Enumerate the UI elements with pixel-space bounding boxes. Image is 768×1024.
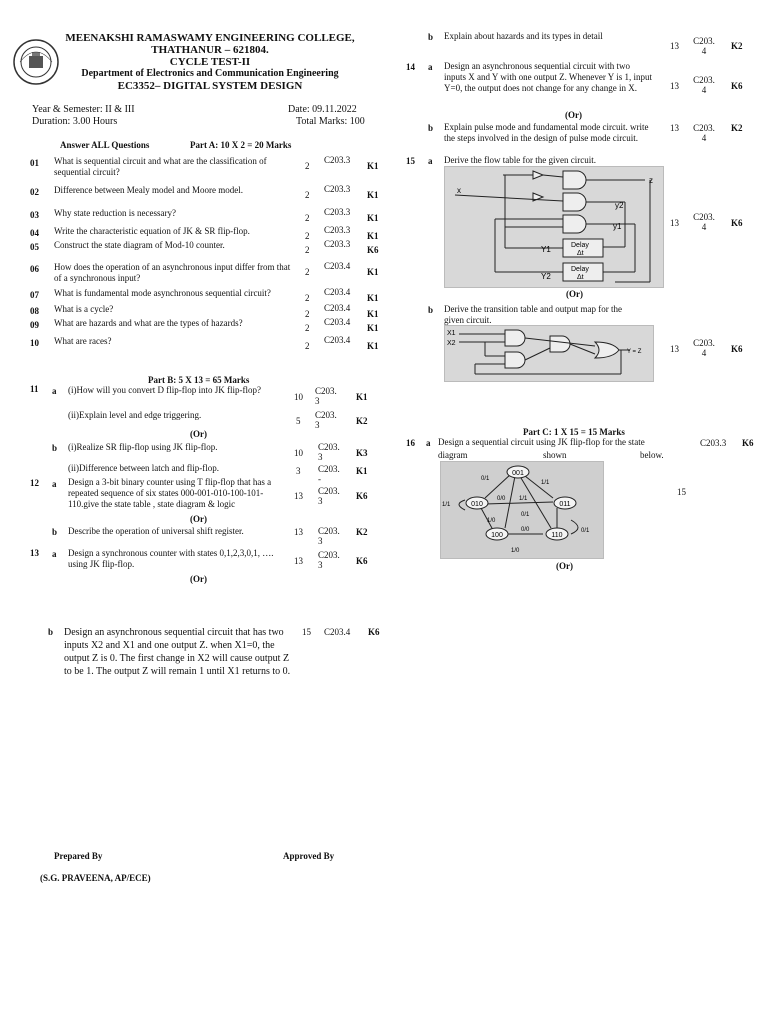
knowledge-level: K6 [368, 627, 380, 637]
course-outcome: C203.4 [324, 627, 351, 637]
part-a-instruction: Answer ALL Questions [60, 140, 150, 150]
college-logo [12, 38, 60, 86]
transition-label: 0/0 [521, 527, 530, 533]
year-semester: Year & Semester: II & III [32, 104, 135, 115]
question-text: What is sequential circuit and what are the classification of sequential circuit? [54, 156, 267, 177]
part-b-title: Part B: 5 X 13 = 65 Marks [148, 375, 250, 385]
marks: 13 [670, 218, 679, 228]
course-outcome: C203.4 [324, 335, 351, 345]
marks: 2 [305, 293, 310, 303]
question-text: Design a 3-bit binary counter using T flip-flop that has a repeated sequence of six states 000-001-010-100-101-110.give the state table , state diagram & logic [68, 477, 272, 509]
question-text: What is fundamental mode asynchronous sequential circuit? [54, 288, 271, 298]
knowledge-level: K1 [367, 323, 379, 333]
fig-label: Y = Z [627, 349, 642, 355]
course-outcome: C203.3 [324, 225, 351, 235]
question-text: What are hazards and what are the types of hazards? [54, 318, 243, 328]
course-title: EC3352– DIGITAL SYSTEM DESIGN [117, 80, 303, 92]
marks: 2 [305, 213, 310, 223]
question-number: 02 [30, 187, 39, 197]
course-outcome: C203.3 [324, 239, 351, 249]
course-outcome: C203. 4 [693, 75, 715, 95]
marks: 2 [305, 341, 310, 351]
approved-by: Approved By [283, 851, 335, 861]
knowledge-level: K6 [731, 344, 743, 354]
transition-label: 0/1 [481, 476, 490, 482]
knowledge-level: K1 [367, 341, 379, 351]
course-outcome: C203. 4 [693, 36, 715, 56]
question-number: 06 [30, 264, 39, 274]
question-text: Construct the state diagram of Mod-10 counter. [54, 240, 225, 250]
knowledge-level: K1 [367, 161, 379, 171]
knowledge-level: K1 [367, 267, 379, 277]
course-outcome: C203.4 [324, 287, 351, 297]
course-outcome: C203.3 [700, 438, 727, 448]
preparer-name: (S.G. PRAVEENA, AP/ECE) [40, 873, 151, 883]
question-number: 08 [30, 306, 39, 316]
or-separator: (Or) [565, 110, 582, 120]
course-outcome: C203. 3 [315, 386, 337, 406]
question-text: Difference between Mealy model and Moore model. [54, 185, 244, 195]
question-number: 01 [30, 158, 39, 168]
course-outcome: C203.3 [324, 207, 351, 217]
question-text: (ii)Explain level and edge triggering. [68, 410, 202, 420]
sub-label: a [426, 438, 431, 448]
sub-label: b [428, 32, 434, 42]
question-text-diagram: diagram [438, 450, 468, 460]
transition-label: 1/1 [442, 502, 451, 508]
state-100: 100 [491, 532, 503, 539]
college-name: MEENAKSHI RAMASWAMY ENGINEERING COLLEGE, [65, 32, 355, 44]
course-outcome: C203.4 [324, 261, 351, 271]
or-separator: (Or) [556, 561, 573, 571]
course-outcome: C203. 3 [318, 526, 340, 546]
knowledge-level: K6 [356, 556, 368, 566]
or-separator: (Or) [190, 514, 207, 524]
knowledge-level: K1 [367, 213, 379, 223]
part-a-title: Part A: 10 X 2 = 20 Marks [190, 140, 292, 150]
marks: 2 [305, 161, 310, 171]
prepared-by: Prepared By [54, 851, 103, 861]
state-010: 010 [471, 501, 483, 508]
course-outcome: C203. 3 [318, 486, 340, 506]
fig-label: z [649, 176, 653, 185]
sub-label: a [52, 549, 57, 559]
duration: Duration: 3.00 Hours [32, 116, 118, 127]
or-separator: (Or) [190, 574, 207, 584]
marks: 2 [305, 309, 310, 319]
knowledge-level: K1 [367, 293, 379, 303]
question-number: 03 [30, 210, 39, 220]
state-110: 110 [551, 532, 563, 539]
transition-label: 1/1 [541, 480, 550, 486]
knowledge-level: K6 [356, 491, 368, 501]
fig-label: Δt [577, 274, 584, 281]
sub-label: b [428, 123, 434, 133]
transition-label: 1/0 [511, 548, 520, 554]
exam-date: Date: 09.11.2022 [288, 104, 357, 115]
question-number: 05 [30, 242, 39, 252]
knowledge-level: K3 [356, 448, 368, 458]
knowledge-level: K2 [356, 527, 368, 537]
or-separator: (Or) [190, 429, 207, 439]
part-c-title: Part C: 1 X 15 = 15 Marks [523, 427, 625, 437]
transition-label: 1/0 [487, 518, 496, 524]
fig-label: y1 [613, 222, 622, 231]
fig-label: y2 [615, 201, 624, 210]
knowledge-level: K1 [356, 466, 368, 476]
knowledge-level: K1 [367, 190, 379, 200]
question-text: (i)How will you convert D flip-flop into JK flip-flop? [68, 385, 261, 395]
fig-label: x [457, 186, 461, 195]
knowledge-level: K6 [731, 81, 743, 91]
course-outcome: C203. 3 [318, 442, 340, 462]
question-text: How does the operation of an asynchronous input differ from that of a synchronous input? [54, 262, 291, 283]
marks: 3 [296, 466, 301, 476]
fig-label: X1 [447, 330, 456, 337]
marks: 13 [294, 527, 303, 537]
transition-circuit-figure [444, 325, 654, 382]
marks: 15 [302, 627, 311, 637]
marks: 2 [305, 231, 310, 241]
question-text: Design a synchronous counter with states 0,1,2,3,0,1, …. using JK flip-flop. [68, 548, 274, 569]
question-number-15: 15 [406, 156, 415, 166]
transition-label: 0/1 [581, 528, 590, 534]
marks: 10 [294, 448, 303, 458]
question-text: (i)Realize SR flip-flop using JK flip-flop. [68, 442, 218, 452]
sub-label: a [52, 386, 57, 396]
knowledge-level: K6 [731, 218, 743, 228]
state-001: 001 [512, 470, 524, 477]
question-text: Design a sequential circuit using JK flip-flop for the state [438, 437, 645, 447]
course-outcome: C203. 3 [318, 550, 340, 570]
question-number-13: 13 [30, 548, 39, 558]
transition-label: 0/1 [521, 512, 530, 518]
knowledge-level: K1 [367, 309, 379, 319]
sub-label: b [428, 305, 434, 315]
question-text: Write the characteristic equation of JK & SR flip-flop. [54, 226, 250, 236]
course-outcome: C203.4 [324, 317, 351, 327]
course-outcome: C203. 4 [693, 123, 715, 143]
question-number-14: 14 [406, 62, 415, 72]
state-diagram-figure [440, 461, 604, 559]
flow-table-circuit-figure [444, 166, 664, 288]
sub-label: b [52, 443, 58, 453]
question-text: Explain pulse mode and fundamental mode circuit. write the steps involved in the design of pulse mode circuit. [444, 122, 649, 143]
knowledge-level: K6 [367, 245, 379, 255]
or-separator: (Or) [566, 289, 583, 299]
fig-label: Y2 [541, 272, 551, 281]
question-text: Derive the flow table for the given circuit. [444, 155, 596, 165]
sub-label: a [428, 62, 433, 72]
transition-label: 1/1 [519, 496, 528, 502]
question-text: What are races? [54, 336, 112, 346]
question-text: Design an asynchronous sequential circuit with two inputs X and Y with one output Z. Whenever Y is 1, input Y=0, the output does not change for any change in X. [444, 61, 652, 93]
question-number-12: 12 [30, 478, 39, 488]
question-text: (ii)Difference between latch and flip-flop. [68, 463, 220, 473]
marks: 13 [670, 123, 679, 133]
question-number: 09 [30, 320, 39, 330]
question-text: Explain about hazards and its types in detail [444, 31, 603, 41]
marks: 15 [677, 487, 686, 497]
state-011: 011 [559, 501, 571, 508]
knowledge-level: K1 [356, 392, 368, 402]
question-text: Derive the transition table and output map for the given circuit. [444, 304, 622, 325]
knowledge-level: K2 [731, 123, 743, 133]
question-text: Describe the operation of universal shift register. [68, 526, 244, 536]
fig-label: Y1 [541, 245, 551, 254]
marks: 13 [294, 556, 303, 566]
course-outcome: C203. - [318, 464, 340, 484]
sub-label: b [48, 627, 54, 637]
fig-label: X2 [447, 340, 456, 347]
marks: 13 [670, 81, 679, 91]
question-text: Design an asynchronous sequential circuit that has two inputs X2 and X1 and one output Z. when X1=0, the output Z is 0. The first change in X2 will cause output Z to be 1. The output Z will remain 1 until X1 returns to 0. [64, 627, 291, 677]
question-number: 10 [30, 338, 39, 348]
marks: 13 [294, 491, 303, 501]
question-number: 04 [30, 228, 39, 238]
question-text: Why state reduction is necessary? [54, 208, 176, 218]
question-number-11: 11 [30, 384, 39, 394]
marks: 5 [296, 416, 301, 426]
course-outcome: C203. 4 [693, 212, 715, 232]
knowledge-level: K2 [731, 41, 743, 51]
course-outcome: C203. 3 [315, 410, 337, 430]
marks: 2 [305, 245, 310, 255]
course-outcome: C203. 4 [693, 338, 715, 358]
sub-label: a [428, 156, 433, 166]
knowledge-level: K6 [742, 438, 754, 448]
college-place: THATHANUR – 621804. [151, 44, 269, 56]
test-name: CYCLE TEST-II [169, 56, 251, 68]
marks: 13 [670, 344, 679, 354]
course-outcome: C203.3 [324, 184, 351, 194]
question-text-below: below. [640, 450, 664, 460]
department-name: Department of Electronics and Communication Engineering [81, 68, 339, 79]
fig-label: Delay [571, 266, 589, 273]
course-outcome: C203.4 [324, 303, 351, 313]
question-text: What is a cycle? [54, 304, 114, 314]
knowledge-level: K2 [356, 416, 368, 426]
marks: 2 [305, 267, 310, 277]
marks: 2 [305, 190, 310, 200]
question-number: 07 [30, 290, 39, 300]
question-text-shown: shown [543, 450, 567, 460]
marks: 2 [305, 323, 310, 333]
fig-label: Delay [571, 242, 589, 249]
course-outcome: C203.3 [324, 155, 351, 165]
marks: 13 [670, 41, 679, 51]
question-number-16: 16 [406, 438, 415, 448]
total-marks: Total Marks: 100 [296, 116, 365, 127]
transition-label: 0/0 [497, 496, 506, 502]
sub-label: a [52, 479, 57, 489]
knowledge-level: K1 [367, 231, 379, 241]
sub-label: b [52, 527, 58, 537]
fig-label: Δt [577, 250, 584, 257]
marks: 10 [294, 392, 303, 402]
